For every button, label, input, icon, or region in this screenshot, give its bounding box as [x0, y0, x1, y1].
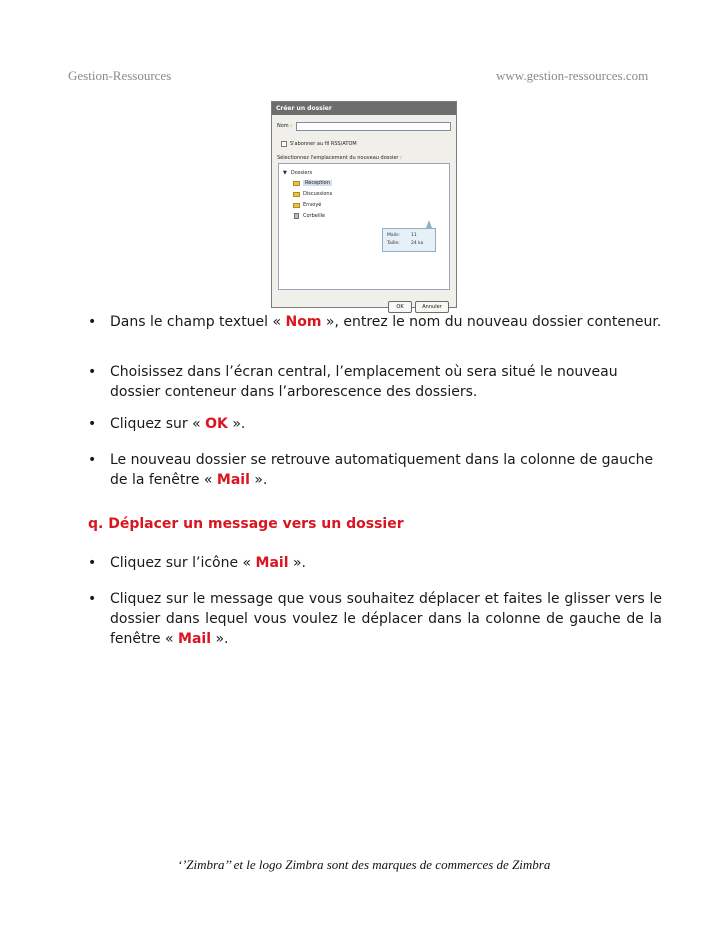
section-title: q. Déplacer un message vers un dossier — [88, 516, 404, 532]
bullet-nouveau-dossier: Le nouveau dossier se retrouve automatiquement dans la colonne de gauche de la fenêtre « Mail ». — [110, 452, 654, 488]
tooltip-mails-value: 11 — [411, 233, 417, 238]
ok-button[interactable]: OK — [388, 301, 412, 313]
name-input[interactable] — [296, 122, 451, 131]
header-right: www.gestion-ressources.com — [496, 68, 649, 83]
tree-item-label: Corbeille — [303, 213, 326, 219]
folder-icon — [293, 181, 300, 186]
folder-tooltip — [382, 228, 436, 252]
bullet-choisissez: Choisissez dans l’écran central, l’emplacement où sera situé le nouveau dossier conteneur dans l’arborescence des dossiers. — [110, 364, 618, 400]
tree-item-corbeille[interactable] — [294, 213, 325, 219]
keyword-mail: Mail — [216, 472, 250, 488]
bullet-icon: • — [88, 364, 97, 380]
name-label: Nom : — [277, 123, 292, 129]
keyword-mail: Mail — [178, 631, 212, 647]
bullet-icon: • — [88, 591, 97, 607]
tooltip-arrow-icon — [426, 220, 432, 228]
bullet-glisser: Cliquez sur le message que vous souhaitez déplacer et faites le glisser vers le dossier dans lequel vous voulez le déplacer dans la colonne de gauche de la fenêtre « Mail ». — [110, 591, 662, 647]
folder-tree — [278, 163, 450, 290]
tree-item-label: Réception — [305, 180, 330, 186]
bullet-nom: Dans le champ textuel « Nom », entrez le nom du nouveau dossier conteneur. — [110, 314, 662, 330]
tree-item-label: Envoyé — [303, 202, 322, 208]
bullet-icon: • — [88, 452, 97, 468]
tree-item-label: Discussions — [303, 191, 333, 197]
expand-arrow-icon: ▼ — [283, 170, 287, 176]
tree-root-label: Dossiers — [290, 170, 313, 176]
trash-icon — [294, 213, 299, 219]
tree-item-reception[interactable] — [293, 180, 332, 186]
tooltip-mails-label: Mails: — [387, 233, 401, 238]
footer: ‘’Zimbra’’ et le logo Zimbra sont des marques de commerces de Zimbra — [177, 857, 551, 872]
tree-root[interactable] — [283, 170, 312, 176]
tree-item-envoye[interactable] — [293, 202, 321, 208]
bullet-icon: • — [88, 314, 97, 330]
tooltip-size-value: 24 ko — [411, 241, 424, 246]
keyword-mail: Mail — [255, 555, 289, 571]
folder-icon — [293, 203, 300, 208]
bullet-ok: Cliquez sur « OK ». — [110, 416, 246, 432]
bullet-icone-mail: Cliquez sur l’icône « Mail ». — [110, 555, 306, 571]
cancel-button[interactable]: Annuler — [415, 301, 449, 313]
folder-icon — [293, 192, 300, 197]
bullet-icon: • — [88, 416, 97, 432]
keyword-nom: Nom — [285, 314, 322, 330]
location-label: Sélectionnez l'emplacement du nouveau dossier : — [277, 155, 402, 161]
rss-label: S'abonner au fil RSS/ATOM — [290, 141, 357, 147]
create-folder-dialog — [271, 101, 457, 308]
dialog-title: Créer un dossier — [272, 102, 456, 115]
rss-checkbox[interactable] — [281, 141, 287, 147]
keyword-ok: OK — [205, 416, 228, 432]
tree-item-discussions[interactable] — [293, 191, 332, 197]
bullet-icon: • — [88, 555, 97, 571]
header-left: Gestion-Ressources — [68, 68, 172, 83]
tooltip-size-label: Taille: — [387, 241, 400, 246]
